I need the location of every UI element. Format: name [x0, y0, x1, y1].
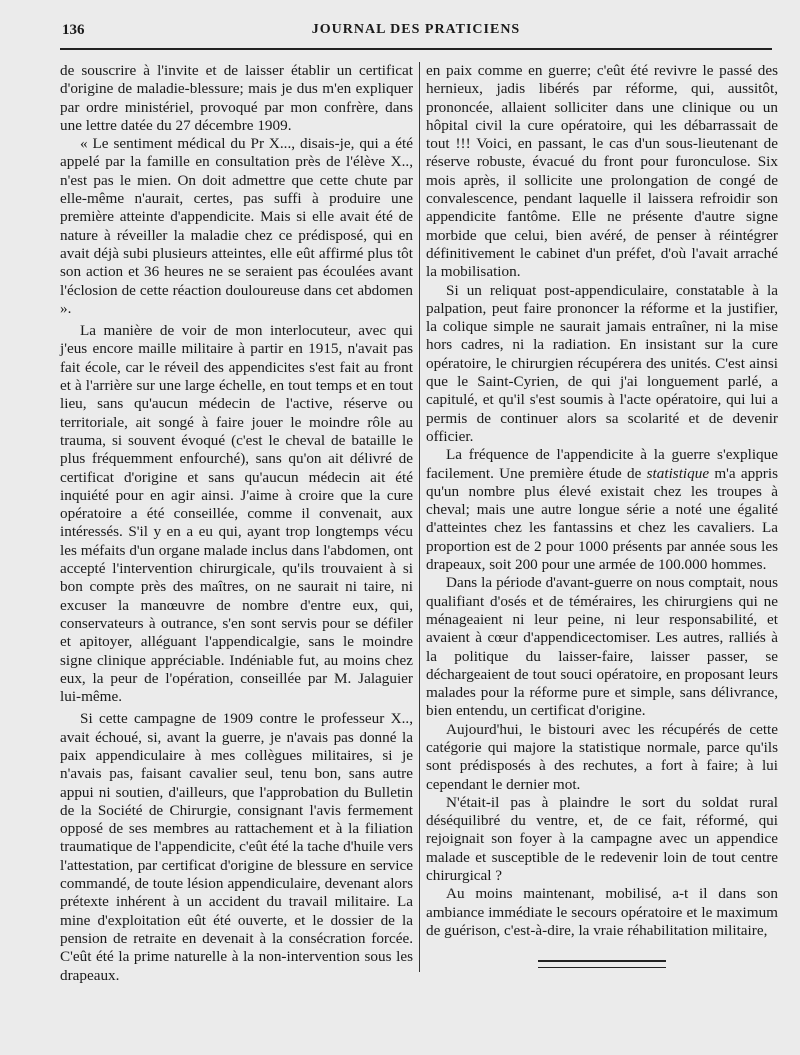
paragraph: N'était-il pas à plaindre le sort du soldat rural déséquilibré du ventre, et, de ce fait, réformé, qui rejoignait son foyer à la campagne avec un appendice malade et susceptible de le redevenir loin de tout centre chirurgical ?: [426, 793, 778, 885]
page-header: [62, 22, 770, 44]
journal-title: JOURNAL DES PRATICIENS: [311, 22, 521, 37]
paragraph: [426, 446, 778, 574]
left-column: [60, 62, 413, 985]
column-divider: [419, 62, 420, 972]
italic-word: statistique: [646, 464, 710, 482]
paragraph: de souscrire à l'invite et de laisser établir un certificat d'origine de maladie-blessure; mais je dus m'en expliquer par ordre ministériel, provoqué par mon confrère, dans une lettre datée du 27 décembre 1909.: [60, 62, 413, 134]
right-column: [426, 62, 778, 940]
paragraph: Au moins maintenant, mobilisé, a-t il dans son ambiance immédiate le secours opératoire et le maximum de guérison, c'est-à-dire, la vraie réhabilitation militaire,: [426, 885, 778, 939]
paragraph-text: La fréquence de l'appendicite à la guerre s'explique facilement. Une première étude de: [426, 446, 778, 482]
paragraph-text: m'a appris qu'un nombre plus élevé existait chez les troupes à cheval; mais une autre longue série a noté une égalité d'atteintes chez les fantassins et chez les cavaliers. La proportion est de 2 pour 1000 présents par année sous les drapeaux, soit 200 pour une armée de 100.000 hommes.: [426, 464, 778, 574]
paragraph: en paix comme en guerre; c'eût été revivre le passé des hernieux, jadis libérés par réforme, qui, aussitôt, prononcée, allaient solliciter dans une clinique ou un hôpital civil la cure opératoire, qui les débarrassait de tout !!! Voici, en passant, le cas d'un sous-lieutenant de réserve robuste, évacué du front pour furonculose. Six mois après, il sollicite une prolongation de congé de convalescence, pendant laquelle il laissera refroidir son appendicite fantôme. Elle ne présente d'autre signe morbide que celui, bien avéré, de penser à réintégrer définitivement le cabinet d'un préfet, d'où l'avait arraché la mobilisation.: [426, 62, 778, 281]
paragraph: « Le sentiment médical du Pr X..., disais-je, qui a été appelé par la famille en consultation près de l'élève X.., n'est pas le mien. On doit admettre que cette chute par elle-même n'aurait, certes, pas suffi à produire une première atteinte d'appendicite. Mais si elle avait été de nature à réveiller la maladie chez ce prédisposé, qui en avait déjà subi plusieurs atteintes, elle eût affirmé plus tôt son action et 36 heures ne se seraient pas écoulées avant l'éclosion de cette réaction douloureuse dans cet abdomen ».: [60, 135, 413, 317]
paragraph: La manière de voir de mon interlocuteur, avec qui j'eus encore maille militaire à partir en 1915, n'avait pas fait école, car le réveil des appendicites s'est fait au front et à l'arrière sur une large échelle, en tout temps et en tout lieu, sans qu'aucun médecin de l'active, réserve ou territoriale, ait songé à faire jouer le moindre rôle au trauma, si souvent évoqué (c'est le cheval de bataille le plus fréquemment enfourché), sans qu'on ait délivré de certificat d'origine et sans qu'aucun médecin ait été inquiété pour en agir ainsi. J'aime à croire que la cure opératoire a été conseillée, comme il convenait, aux intéressés. S'il y en a eu qui, ayant trop longtemps vécu les méfaits d'un organe malade inclus dans l'abdomen, ont accepté l'intervention chirurgicale, qu'ils trouvaient à si bon compte près des maîtres, on ne saurait ni taire, ni excuser la manœuvre de nombre d'entre eux, qui, conservateurs à outrance, s'en sont servis pour se défiler et apitoyer, alléguant l'appendicalgie, sans le moindre signe clinique appréciable. Indéniable fut, au moins chez eux, la peur de l'opération, conseillée par M. Jalaguier lui-même.: [60, 322, 413, 706]
page-number: 136: [62, 22, 85, 38]
paragraph: Aujourd'hui, le bistouri avec les récupérés de cette catégorie qui majore la statistique normale, parce qu'ils sont prédisposés à des rechutes, a fort à faire; à lui cependant le dernier mot.: [426, 720, 778, 793]
end-rule: [538, 960, 666, 968]
paragraph: Si un reliquat post-appendiculaire, constatable à la palpation, peut faire prononcer la réforme et la justifier, la colique simple ne saurait jamais entraîner, ni la mise hors cadres, ni la radiation. En insistant sur la cure opératoire, le chirurgien récupérera des unités. C'est ainsi que le Saint-Cyrien, de qui j'ai longuement parlé, a capitulé, et qu'il s'est soumis à l'acte opératoire, qui lui a permis de continuer alors sa scolarité et de devenir officier.: [426, 281, 778, 445]
paragraph: Dans la période d'avant-guerre on nous comptait, nous qualifiant d'osés et de téméraires, les chirurgiens qui ne ménageaient ni leur peine, ni leur responsabilité, et avaient à cœur d'appendicectomiser. Les autres, ralliés à la politique du laisser-faire, laisser passer, se déchargeaient de tout souci opératoire, en proposant leurs malades pour la réforme pure et simple, sans délivrance, bien entendu, un certificat d'origine.: [426, 574, 778, 720]
header-rule: [60, 48, 772, 50]
paragraph: Si cette campagne de 1909 contre le professeur X.., avait échoué, si, avant la guerre, je n'avais pas donné la paix appendiculaire à mes collègues militaires, si je n'avais pas, faisant cavalier seul, tenu bon, sans autre appui ni soutien, d'ailleurs, que l'approbation du Bulletin de la Société de Chirurgie, consignant l'avis fermement opposé de ses membres au rattachement et à la filiation traumatique de l'appendicite, c'eût été la tache d'huile vers l'attestation, par certificat d'origine de blessure en service commandé, de toute lésion appendiculaire, devenant alors prétexte inhérent à un accident du travail militaire. La mine d'exploitation eût été ouverte, et le dossier de la pension de retraite en devenait à la consécration forcée. C'eût été la prime naturelle à la non-intervention sous les drapeaux.: [60, 710, 413, 984]
